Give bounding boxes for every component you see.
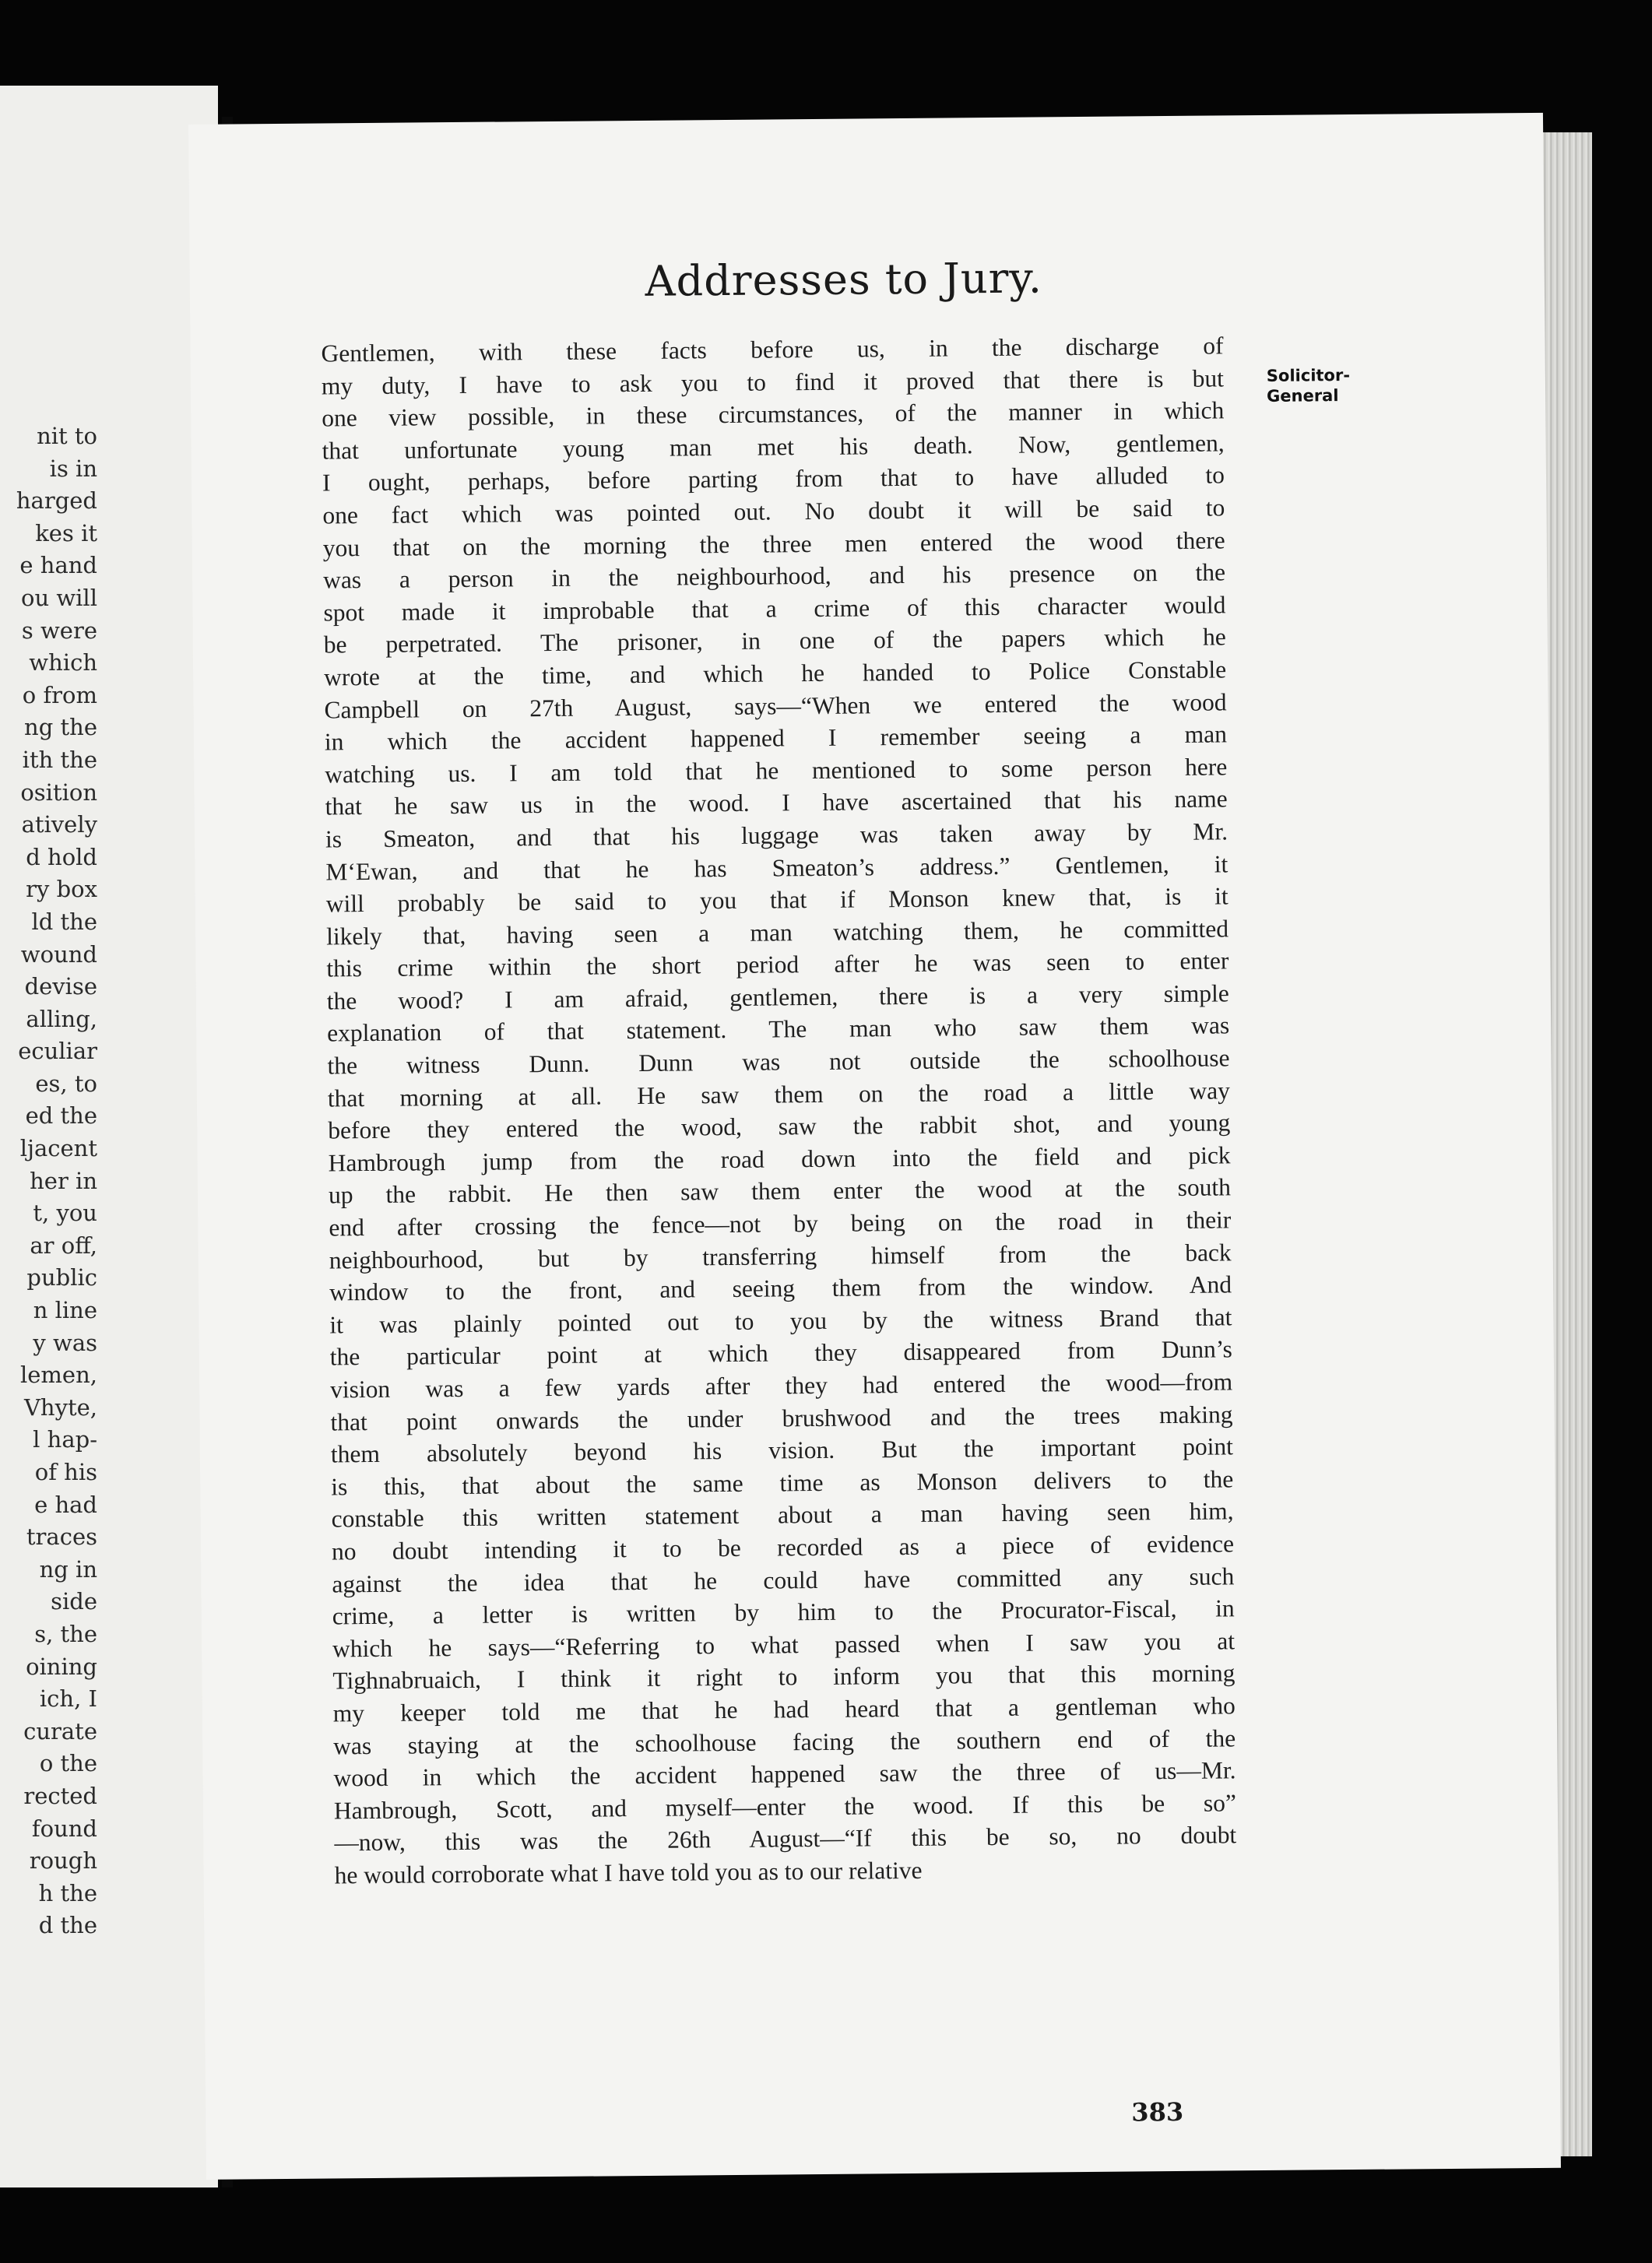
text-line: is Smeaton, and that his luggage was taken away by Mr. — [325, 817, 1228, 853]
text-line: one view possible, in these circumstances, of the manner in which — [322, 396, 1225, 432]
left-text-fragment: ou will — [20, 584, 97, 611]
text-line: the wood? I am afraid, gentlemen, there is a very simple — [326, 979, 1229, 1015]
text-line: he would corroborate what I have told you as to our relative — [334, 1856, 923, 1889]
left-text-fragment: t, you — [33, 1200, 97, 1227]
margin-note-line: Solicitor- — [1266, 365, 1351, 385]
left-text-fragment: n line — [33, 1297, 97, 1324]
body-text — [321, 329, 1236, 1892]
text-line: Gentlemen, with these facts before us, in the discharge of — [321, 332, 1224, 367]
left-text-fragment: alling, — [26, 1005, 97, 1032]
text-line: was a person in the neighbourhood, and his presence on the — [322, 558, 1226, 594]
text-line: is this, that about the same time as Monson delivers to the — [331, 1465, 1234, 1501]
left-text-fragment: ith the — [22, 746, 97, 773]
text-line: which he says—“Referring to what passed when I saw you at — [332, 1627, 1235, 1663]
left-text-fragment: devise — [24, 973, 97, 1000]
left-text-fragment: d hold — [26, 843, 97, 870]
left-text-fragment: curate — [23, 1717, 97, 1745]
left-text-fragment: eculiar — [18, 1038, 97, 1065]
left-text-fragment: rough — [29, 1847, 97, 1875]
text-line: my duty, I have to ask you to find it proved that there is but — [321, 364, 1225, 400]
margin-note-line: General — [1266, 386, 1339, 406]
left-text-fragment: o from — [22, 681, 97, 708]
left-text-fragment: s, the — [34, 1620, 97, 1647]
text-line: against the idea that he could have committed any such — [332, 1562, 1235, 1598]
running-header: Addresses to Jury. — [645, 253, 1043, 306]
left-text-fragment: which — [29, 649, 97, 676]
left-text-fragment: e hand — [19, 552, 97, 579]
left-text-fragment: rected — [23, 1782, 97, 1809]
text-line: the witness Dunn. Dunn was not outside the schoolhouse — [327, 1044, 1230, 1080]
left-facing-page — [0, 86, 218, 2187]
text-line: vision was a few yards after they had entered the wood—from — [330, 1368, 1233, 1404]
left-text-fragment: of his — [34, 1459, 97, 1485]
text-line: likely that, having seen a man watching them, he committed — [325, 915, 1229, 951]
margin-note-speaker — [1267, 365, 1351, 406]
text-line: that morning at all. He saw them on the road a little way — [327, 1077, 1231, 1112]
right-page — [188, 113, 1561, 2180]
left-text-fragment: d the — [38, 1912, 97, 1939]
left-text-fragment: s were — [21, 617, 97, 644]
text-line: the particular point at which they disappeared from Dunn’s — [329, 1335, 1232, 1371]
text-line: in which the accident happened I remember seeing a man — [324, 720, 1228, 756]
text-line: that unfortunate young man met his death. Now, gentlemen, — [322, 429, 1225, 465]
left-text-fragment: traces — [26, 1523, 97, 1551]
left-text-fragment: found — [31, 1815, 97, 1842]
text-line: was staying at the schoolhouse facing the southern end of the — [333, 1724, 1236, 1759]
text-line: end after crossing the fence—not by being on the road in their — [329, 1206, 1232, 1242]
left-text-fragment: public — [26, 1264, 97, 1291]
left-text-fragment: nit to — [37, 423, 97, 449]
text-line: them absolutely beyond his vision. But the important point — [330, 1432, 1234, 1468]
left-text-fragment: is in — [49, 455, 97, 482]
left-text-fragment: harged — [16, 487, 97, 515]
text-line: watching us. I am told that he mentioned to some person here — [325, 753, 1228, 789]
text-line: Hambrough jump from the road down into the field and pick — [328, 1141, 1231, 1177]
text-line: window to the front, and seeing them from the window. And — [329, 1270, 1232, 1306]
text-line: neighbourhood, but by transferring himself from the back — [329, 1238, 1232, 1274]
text-line: constable this written statement about a man having seen him, — [331, 1497, 1234, 1533]
left-text-fragment: e had — [34, 1491, 97, 1518]
left-text-fragment: ry box — [26, 876, 97, 903]
left-page-text — [0, 420, 97, 1942]
left-text-fragment: h the — [38, 1879, 97, 1906]
left-text-fragment: wound — [20, 940, 97, 968]
text-line: that point onwards the under brushwood and the trees making — [330, 1400, 1233, 1436]
text-line: Tighnabruaich, I think it right to inform you that this morning — [332, 1659, 1235, 1695]
left-text-fragment: ar off, — [30, 1232, 97, 1259]
text-line: I ought, perhaps, before parting from that to have alluded to — [322, 461, 1225, 497]
left-text-fragment: ng in — [39, 1555, 97, 1583]
left-text-fragment: ich, I — [39, 1685, 97, 1713]
left-text-fragment: ng the — [24, 714, 97, 741]
text-line: will probably be said to you that if Monson knew that, is it — [325, 882, 1228, 918]
left-text-fragment: kes it — [35, 519, 97, 546]
left-text-fragment: ld the — [31, 908, 97, 935]
text-line: wrote at the time, and which he handed to Police Constable — [324, 655, 1227, 691]
left-text-fragment: y was — [33, 1329, 97, 1356]
text-line: Hambrough, Scott, and myself—enter the wood. If this be so” — [333, 1789, 1237, 1825]
left-text-fragment: ed the — [25, 1102, 97, 1130]
left-text-fragment: atively — [21, 811, 97, 838]
left-text-fragment: ljacent — [19, 1135, 97, 1162]
left-text-fragment: her in — [30, 1167, 97, 1194]
text-line: wood in which the accident happened saw the three of us—Mr. — [333, 1756, 1236, 1792]
text-line: up the rabbit. He then saw them enter the wood at the south — [328, 1173, 1232, 1209]
text-line: one fact which was pointed out. No doubt it will be said to — [322, 494, 1225, 529]
text-line: M‘Ewan, and that he has Smeaton’s address.” Gentlemen, it — [325, 849, 1228, 885]
text-line: you that on the morning the three men entered the wood there — [322, 525, 1225, 562]
text-line: —now, this was the 26th August—“If this be so, no doubt — [334, 1821, 1237, 1857]
text-line: this crime within the short period after he was seen to enter — [326, 947, 1229, 982]
left-text-fragment: osition — [20, 778, 97, 806]
text-line: that he saw us in the wood. I have ascertained that his name — [325, 785, 1228, 821]
page-number: 383 — [1131, 2096, 1184, 2128]
text-line: be perpetrated. The prisoner, in one of the papers which he — [323, 623, 1226, 659]
text-line: no doubt intending it to be recorded as a piece of evidence — [331, 1530, 1235, 1565]
left-text-fragment: side — [51, 1588, 97, 1615]
text-line: crime, a letter is written by him to the Procurator-Fiscal, in — [332, 1594, 1235, 1630]
text-line: Campbell on 27th August, says—“When we entered the wood — [324, 687, 1227, 724]
left-text-fragment: l hap- — [33, 1426, 97, 1453]
text-line: spot made it improbable that a crime of this character would — [323, 591, 1226, 627]
left-text-fragment: Vhyte, — [23, 1393, 97, 1421]
left-text-fragment: es, to — [35, 1070, 97, 1097]
left-text-fragment: o the — [39, 1750, 97, 1777]
text-line: my keeper told me that he had heard that a gentleman who — [332, 1692, 1235, 1727]
left-text-fragment: lemen, — [20, 1362, 97, 1389]
left-text-fragment: oining — [26, 1653, 97, 1680]
text-line: it was plainly pointed out to you by the witness Brand that — [329, 1303, 1232, 1339]
text-line: explanation of that statement. The man who saw them was — [327, 1011, 1230, 1047]
text-line: before they entered the wood, saw the rabbit shot, and young — [328, 1109, 1231, 1144]
